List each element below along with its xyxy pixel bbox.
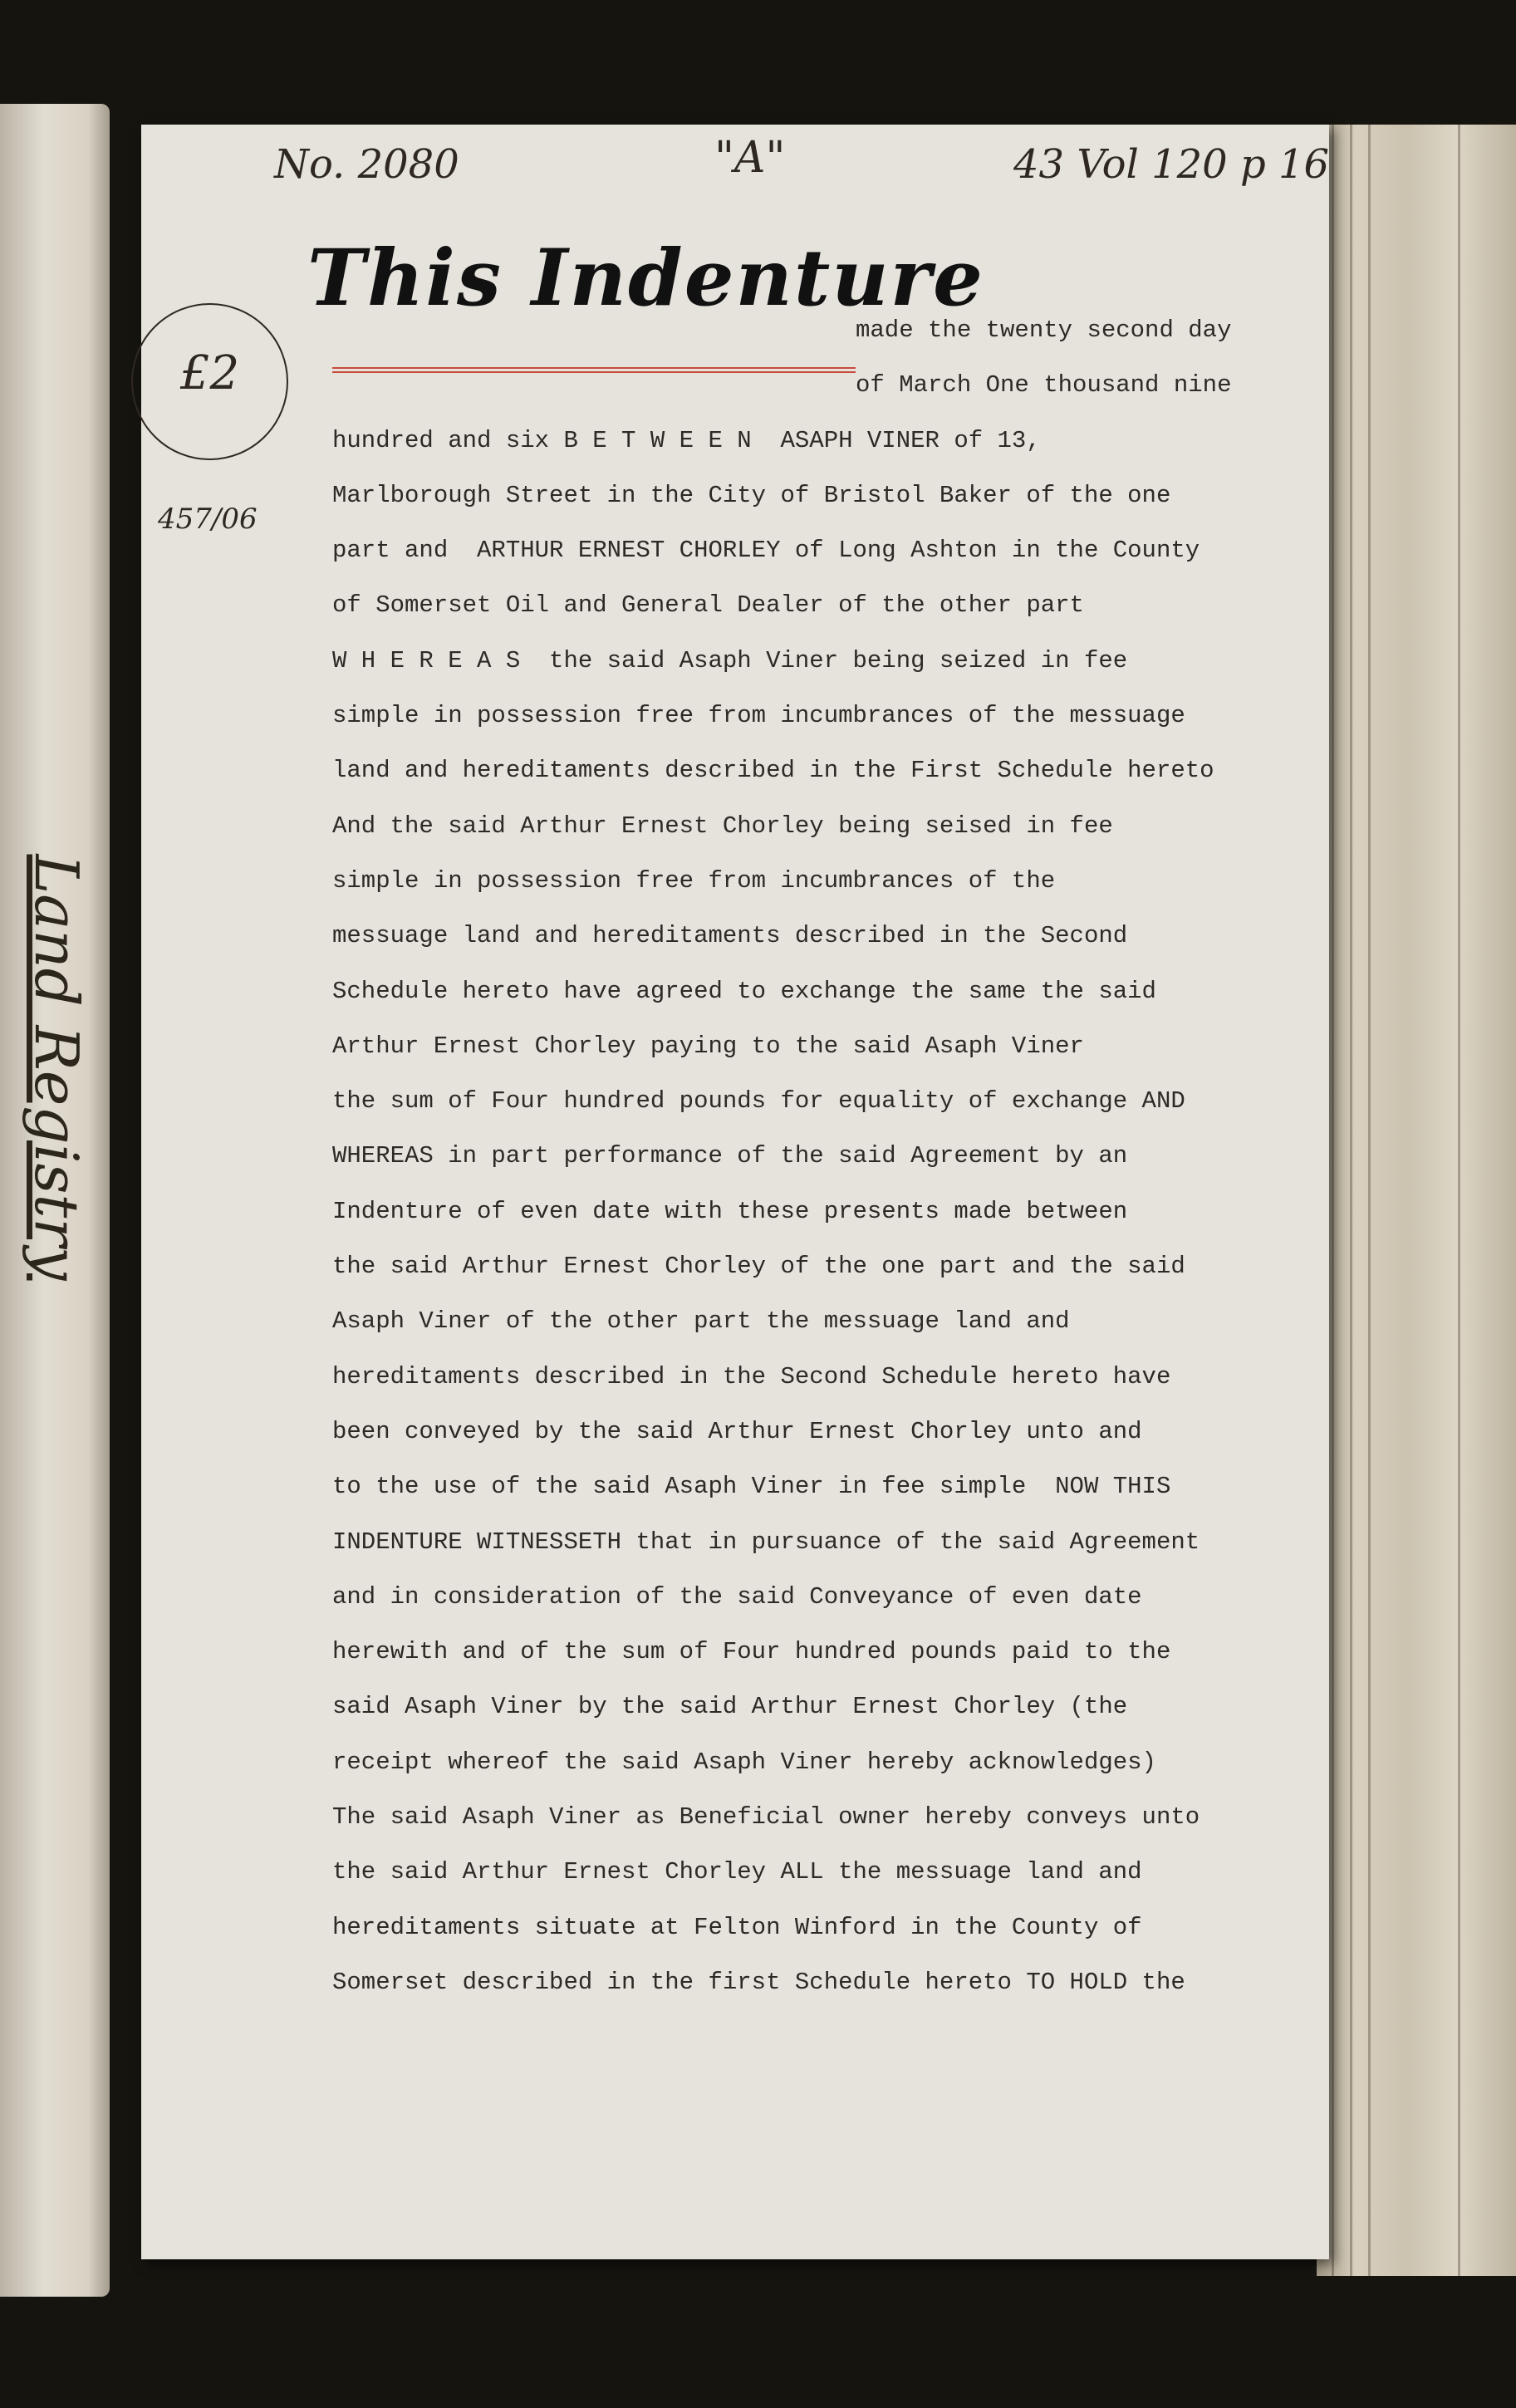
body-line: WHEREAS in part performance of the said Agreement by an [332, 1142, 1128, 1170]
body-line: simple in possession free from incumbrances of the messuage [332, 702, 1185, 730]
body-line: herewith and of the sum of Four hundred pounds paid to the [332, 1638, 1171, 1666]
body-line: And the said Arthur Ernest Chorley being seised in fee [332, 812, 1113, 840]
body-line: Indenture of even date with these presents made between [332, 1197, 1128, 1225]
body-line: Schedule hereto have agreed to exchange the same the said [332, 977, 1156, 1005]
body-line: Asaph Viner of the other part the messuage land and [332, 1307, 1070, 1336]
page-edge-line [1368, 125, 1371, 2276]
volume-ref: 43 Vol 120 p 16 [1013, 141, 1330, 188]
body-line: of Somerset Oil and General Dealer of the other part [332, 591, 1084, 620]
body-line: simple in possession free from incumbrances of the [332, 866, 1056, 895]
body-line: land and hereditaments described in the First Schedule hereto [332, 757, 1214, 785]
body-line: been conveyed by the said Arthur Ernest Chorley unto and [332, 1417, 1142, 1445]
body-line: hereditaments described in the Second Schedule hereto have [332, 1362, 1171, 1390]
body-line: the sum of Four hundred pounds for equality of exchange AND [332, 1087, 1185, 1116]
body-line: made the twenty second day [856, 316, 1232, 344]
document-title: This Indenture [307, 233, 984, 324]
body-line: Somerset described in the first Schedule hereto TO HOLD the [332, 1968, 1185, 1996]
ref-number: No. 2080 [274, 141, 459, 188]
body-line: W H E R E A S the said Asaph Viner being seized in fee [332, 646, 1128, 674]
side-label [15, 835, 98, 1300]
page-edge-line [1350, 125, 1352, 2276]
body-line: receipt whereof the said Asaph Viner hereby acknowledges) [332, 1748, 1156, 1776]
body-line: part and ARTHUR ERNEST CHORLEY of Long Ashton in the County [332, 537, 1200, 565]
margin-note: 457/06 [158, 503, 258, 536]
body-line: the said Arthur Ernest Chorley ALL the messuage land and [332, 1858, 1142, 1886]
ref-letter: "A" [714, 133, 786, 183]
body-line: hundred and six B E T W E E N ASAPH VINER of 13, [332, 426, 1041, 454]
body-line: said Asaph Viner by the said Arthur Ernest Chorley (the [332, 1693, 1128, 1721]
page-edge-line [1458, 125, 1460, 2276]
fee-value: £2 [179, 346, 240, 400]
left-page-edge [0, 104, 110, 2297]
right-page-stack [1317, 125, 1516, 2276]
body-line: to the use of the said Asaph Viner in fee simple NOW THIS [332, 1473, 1171, 1501]
fee-stamp [131, 303, 288, 460]
body-line: and in consideration of the said Conveyance of even date [332, 1582, 1142, 1611]
page-edge-line [1332, 125, 1334, 2276]
body-line: The said Asaph Viner as Beneficial owner hereby conveys unto [332, 1803, 1200, 1832]
body-line: INDENTURE WITNESSETH that in pursuance of the said Agreement [332, 1528, 1200, 1556]
body-line: messuage land and hereditaments described in the Second [332, 922, 1128, 950]
body-line: Arthur Ernest Chorley paying to the said Asaph Viner [332, 1032, 1084, 1060]
document-page [141, 125, 1329, 2259]
side-label-text: Land Registry [22, 854, 91, 1281]
body-line: Marlborough Street in the City of Bristol Baker of the one [332, 481, 1171, 509]
body-line: hereditaments situate at Felton Winford in the County of [332, 1913, 1142, 1941]
body-line: the said Arthur Ernest Chorley of the one part and the said [332, 1253, 1185, 1281]
document-body [332, 303, 1329, 2010]
body-line: of March One thousand nine [856, 371, 1232, 400]
